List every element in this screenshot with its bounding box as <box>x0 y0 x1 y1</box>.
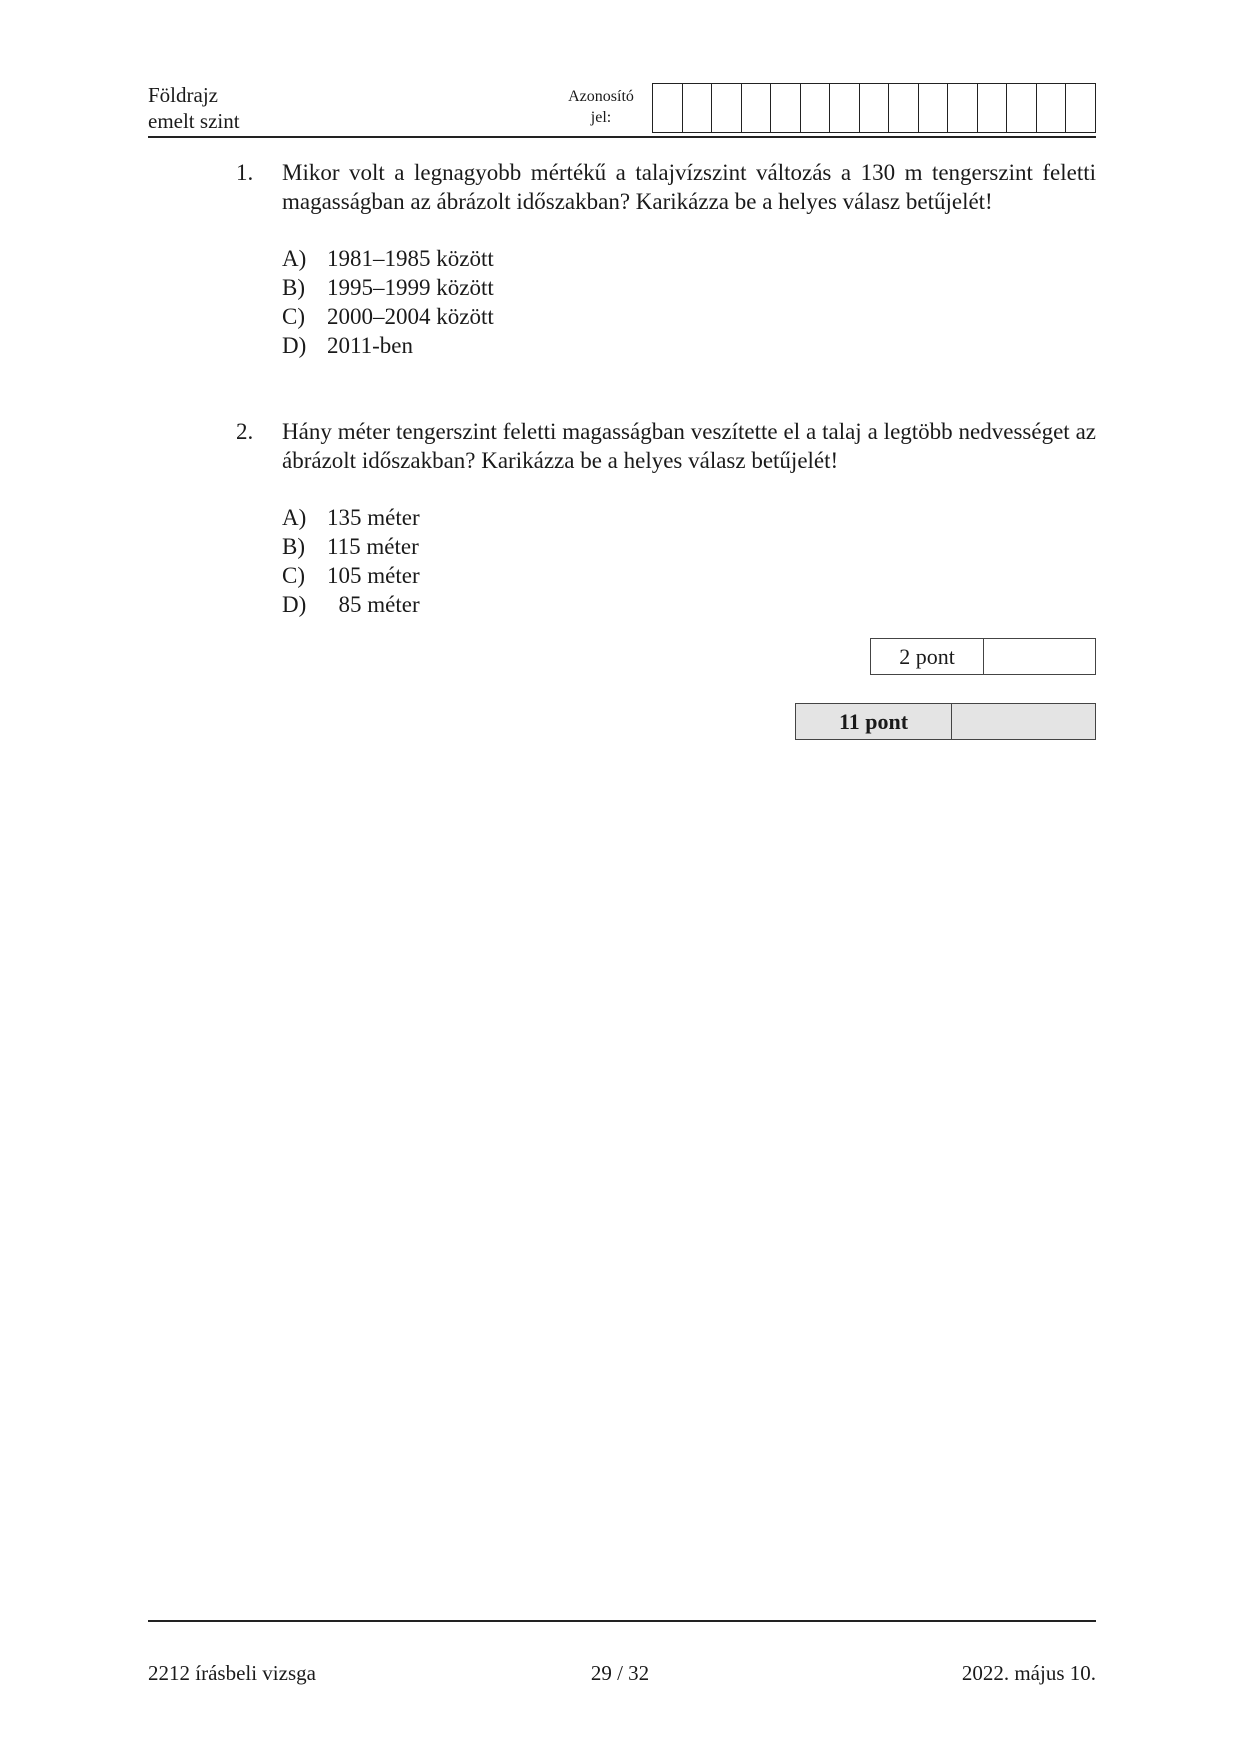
question-score-label: 2 pont <box>871 639 984 674</box>
question-score-field[interactable] <box>984 639 1095 674</box>
option-c[interactable] <box>282 302 1096 331</box>
id-box[interactable] <box>1066 84 1096 132</box>
option-letter: D) <box>282 333 307 358</box>
option-text: 85 méter <box>327 592 420 617</box>
option-b[interactable] <box>282 532 1096 561</box>
option-text: 2000–2004 között <box>327 304 494 329</box>
option-list <box>282 244 1096 360</box>
total-score-label: 11 pont <box>796 704 952 739</box>
option-text: 105 méter <box>327 563 420 588</box>
id-box[interactable] <box>683 84 713 132</box>
option-letter: C) <box>282 304 305 329</box>
footer-page-number: 29 / 32 <box>590 1661 650 1685</box>
footer-date: 2022. május 10. <box>961 1661 1096 1685</box>
option-text: 2011-ben <box>327 333 414 358</box>
id-box[interactable] <box>948 84 978 132</box>
option-a[interactable] <box>282 244 1096 273</box>
question-2 <box>236 417 1096 619</box>
option-d[interactable] <box>282 590 1096 619</box>
id-box[interactable] <box>860 84 890 132</box>
option-text: 115 méter <box>327 534 419 559</box>
id-label <box>556 86 646 128</box>
option-letter: D) <box>282 592 307 617</box>
footer-exam-code: 2212 írásbeli vizsga <box>148 1661 316 1685</box>
id-box[interactable] <box>712 84 742 132</box>
id-box[interactable] <box>919 84 949 132</box>
id-box[interactable] <box>1007 84 1037 132</box>
option-letter: B) <box>282 275 305 300</box>
question-number: 1. <box>236 160 254 185</box>
id-label-line2: jel: <box>590 109 612 126</box>
id-boxes <box>652 83 1096 133</box>
option-text: 1995–1999 között <box>327 275 494 300</box>
id-box[interactable] <box>889 84 919 132</box>
id-label-line1: Azonosító <box>568 88 634 105</box>
id-box[interactable] <box>978 84 1008 132</box>
id-box[interactable] <box>1037 84 1067 132</box>
id-box[interactable] <box>742 84 772 132</box>
option-c[interactable] <box>282 561 1096 590</box>
question-text: Hány méter tengerszint feletti magasságban veszítette el a talaj a legtöbb nedvességet az ábrázolt időszakban? Karikázza be a helyes válasz betűjelét! <box>282 419 1096 473</box>
option-list <box>282 503 1096 619</box>
question-1 <box>236 158 1096 360</box>
footer-divider <box>148 1620 1096 1622</box>
option-letter: B) <box>282 534 305 559</box>
option-letter: A) <box>282 505 307 530</box>
header-subject-block <box>148 82 240 134</box>
question-number: 2. <box>236 419 254 444</box>
id-box[interactable] <box>801 84 831 132</box>
subject-title: Földrajz <box>148 83 218 107</box>
id-box[interactable] <box>830 84 860 132</box>
option-a[interactable] <box>282 503 1096 532</box>
total-score-box <box>795 703 1096 740</box>
id-box[interactable] <box>653 84 683 132</box>
total-score-field[interactable] <box>952 704 1095 739</box>
option-letter: C) <box>282 563 305 588</box>
option-text: 1981–1985 között <box>327 246 494 271</box>
exam-level: emelt szint <box>148 109 240 133</box>
header-divider <box>148 136 1096 138</box>
question-score-box <box>870 638 1096 675</box>
option-b[interactable] <box>282 273 1096 302</box>
option-d[interactable] <box>282 331 1096 360</box>
option-letter: A) <box>282 246 307 271</box>
option-text: 135 méter <box>327 505 420 530</box>
question-text: Mikor volt a legnagyobb mértékű a talajvízszint változás a 130 m tengerszint feletti magasságban az ábrázolt időszakban? Karikázza be a helyes válasz betűjelét! <box>282 160 1096 214</box>
id-box[interactable] <box>771 84 801 132</box>
